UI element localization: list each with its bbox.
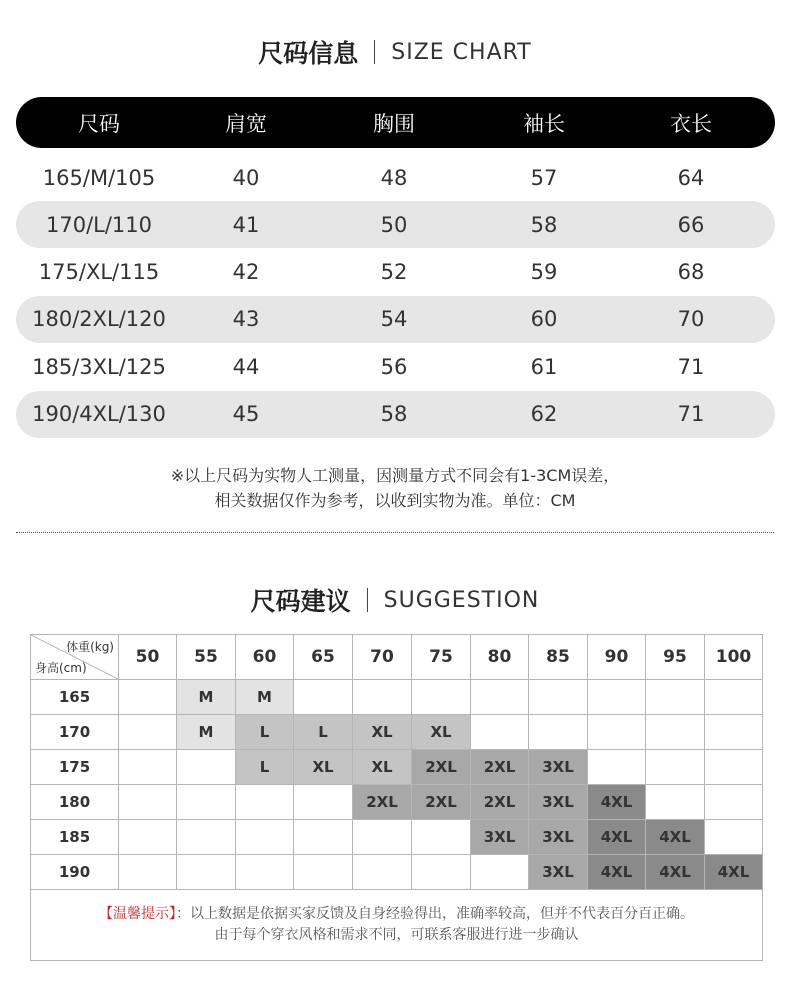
- size-cell-shoulder: 45: [232, 402, 260, 426]
- weight-header-cell: 80: [471, 635, 529, 680]
- suggested-size-cell: [177, 750, 236, 785]
- size-cell-shoulder: 44: [232, 354, 260, 379]
- height-row: [31, 785, 763, 820]
- header-size: 尺码: [78, 111, 120, 136]
- suggested-size-cell: L: [294, 715, 353, 750]
- size-cell-shoulder: 40: [232, 165, 260, 190]
- weight-header-cell: 85: [529, 635, 588, 680]
- suggested-size-cell: [294, 680, 353, 715]
- suggested-size-cell: [294, 855, 353, 890]
- suggested-size-cell: [529, 715, 588, 750]
- suggested-size-cell: [588, 680, 646, 715]
- suggested-size-cell: [705, 820, 763, 855]
- suggested-size-cell: [294, 820, 353, 855]
- weight-header-cell: 55: [177, 635, 236, 680]
- suggested-size-cell: 4XL: [588, 855, 646, 890]
- size-chart-title-cn: 尺码信息: [258, 39, 359, 68]
- weight-header-cell: 60: [236, 635, 294, 680]
- size-cell-sleeve: 57: [530, 165, 558, 190]
- height-row: [31, 680, 763, 715]
- suggested-size-cell: 4XL: [705, 855, 763, 890]
- size-row: [16, 296, 775, 343]
- height-row: [31, 855, 763, 890]
- size-suggestion-table: [30, 634, 763, 961]
- suggested-size-cell: [471, 715, 529, 750]
- suggested-size-cell: 3XL: [529, 750, 588, 785]
- size-row: [16, 249, 775, 296]
- suggested-size-cell: L: [236, 715, 294, 750]
- suggestion-title-cn: 尺码建议: [250, 587, 351, 616]
- height-cell: 185: [31, 820, 119, 855]
- suggested-size-cell: 3XL: [529, 855, 588, 890]
- suggested-size-cell: XL: [412, 715, 471, 750]
- suggested-size-cell: XL: [353, 715, 412, 750]
- suggested-size-cell: [353, 855, 412, 890]
- suggested-size-cell: [646, 785, 705, 820]
- corner-cell: [31, 635, 119, 680]
- suggested-size-cell: 3XL: [529, 785, 588, 820]
- size-cell-size: 185/3XL/125: [32, 354, 166, 379]
- size-cell-sleeve: 60: [530, 307, 558, 332]
- size-cell-length: 70: [677, 307, 705, 332]
- height-cell: 190: [31, 855, 119, 890]
- size-cell-sleeve: 59: [530, 260, 558, 285]
- suggested-size-cell: [588, 750, 646, 785]
- suggested-size-cell: [471, 680, 529, 715]
- suggested-size-cell: 4XL: [588, 820, 646, 855]
- suggested-size-cell: 2XL: [471, 785, 529, 820]
- suggested-size-cell: 3XL: [471, 820, 529, 855]
- size-cell-chest: 52: [380, 260, 408, 285]
- size-row: [16, 154, 775, 201]
- suggested-size-cell: M: [236, 680, 294, 715]
- height-label: 身高(cm): [35, 661, 87, 675]
- suggested-size-cell: [646, 750, 705, 785]
- weight-label: 体重(kg): [66, 640, 114, 654]
- tip-label: 【温馨提示】: [99, 906, 176, 922]
- tip-line2: 由于每个穿衣风格和需求不同，可联系客服进行进一步确认: [214, 927, 579, 943]
- weight-header-row: [31, 635, 763, 680]
- tip-cell: [31, 890, 763, 961]
- weight-header-cell: 50: [119, 635, 177, 680]
- size-cell-shoulder: 43: [232, 307, 260, 332]
- size-chart-title: [0, 32, 790, 72]
- size-cell-sleeve: 62: [530, 402, 558, 426]
- suggested-size-cell: 2XL: [353, 785, 412, 820]
- size-cell-chest: 58: [380, 402, 408, 426]
- suggestion-title-en: SUGGESTION: [383, 587, 540, 613]
- suggested-size-cell: [177, 785, 236, 820]
- suggested-size-cell: [294, 785, 353, 820]
- suggested-size-cell: [412, 680, 471, 715]
- suggested-size-cell: [119, 680, 177, 715]
- suggested-size-cell: [705, 680, 763, 715]
- size-cell-chest: 50: [380, 212, 408, 237]
- size-cell-size: 180/2XL/120: [32, 307, 166, 332]
- suggested-size-cell: [119, 715, 177, 750]
- weight-header-cell: 100: [705, 635, 763, 680]
- weight-header-cell: 95: [646, 635, 705, 680]
- suggested-size-cell: [177, 820, 236, 855]
- tip-row: [31, 890, 763, 961]
- size-cell-size: 190/4XL/130: [32, 402, 166, 426]
- suggested-size-cell: 4XL: [646, 820, 705, 855]
- height-cell: 180: [31, 785, 119, 820]
- size-cell-shoulder: 42: [232, 260, 260, 285]
- size-cell-chest: 56: [380, 354, 408, 379]
- size-row: [16, 343, 775, 390]
- header-sleeve: 袖长: [523, 111, 565, 136]
- size-row: [16, 201, 775, 248]
- suggested-size-cell: 4XL: [646, 855, 705, 890]
- suggested-size-cell: 2XL: [471, 750, 529, 785]
- size-cell-length: 71: [677, 402, 705, 426]
- height-row: [31, 715, 763, 750]
- size-cell-chest: 48: [380, 165, 408, 190]
- header-length: 衣长: [670, 111, 712, 136]
- suggested-size-cell: [705, 785, 763, 820]
- weight-header-cell: 70: [353, 635, 412, 680]
- suggested-size-cell: [236, 855, 294, 890]
- suggestion-title: [0, 580, 790, 620]
- height-cell: 175: [31, 750, 119, 785]
- suggested-size-cell: 4XL: [588, 785, 646, 820]
- suggested-size-cell: XL: [353, 750, 412, 785]
- header-shoulder: 肩宽: [225, 111, 267, 136]
- suggested-size-cell: 2XL: [412, 750, 471, 785]
- size-cell-chest: 54: [380, 307, 408, 332]
- suggested-size-cell: L: [236, 750, 294, 785]
- suggested-size-cell: M: [177, 680, 236, 715]
- size-cell-shoulder: 41: [232, 212, 260, 237]
- size-cell-sleeve: 61: [530, 354, 558, 379]
- tip-line1: [31, 904, 762, 925]
- size-cell-length: 64: [677, 165, 705, 190]
- size-note-line1: ※以上尺码为实物人工测量，因测量方式不同会有1-3CM误差，: [170, 466, 620, 485]
- height-cell: 170: [31, 715, 119, 750]
- size-cell-length: 66: [677, 212, 705, 237]
- title-divider: [367, 588, 368, 612]
- title-divider: [374, 40, 375, 64]
- suggested-size-cell: XL: [294, 750, 353, 785]
- suggested-size-cell: [412, 820, 471, 855]
- suggested-size-cell: [353, 680, 412, 715]
- weight-header-cell: 65: [294, 635, 353, 680]
- header-chest: 胸围: [373, 111, 415, 136]
- suggested-size-cell: [588, 715, 646, 750]
- suggested-size-cell: 3XL: [529, 820, 588, 855]
- size-chart-header: [16, 97, 775, 148]
- size-cell-length: 71: [677, 354, 705, 379]
- size-chart-title-en: SIZE CHART: [391, 39, 532, 65]
- tip-text1: ：以上数据是依据买家反馈及自身经验得出，准确率较高，但并不代表百分百正确。: [176, 906, 694, 922]
- height-cell: 165: [31, 680, 119, 715]
- section-divider: [16, 532, 774, 533]
- suggested-size-cell: [119, 855, 177, 890]
- suggested-size-cell: [236, 820, 294, 855]
- height-row: [31, 750, 763, 785]
- suggested-size-cell: [646, 715, 705, 750]
- size-cell-size: 175/XL/115: [38, 260, 160, 285]
- size-note: [0, 463, 790, 513]
- suggested-size-cell: [353, 820, 412, 855]
- suggested-size-cell: [705, 750, 763, 785]
- weight-header-cell: 75: [412, 635, 471, 680]
- weight-header-cell: 90: [588, 635, 646, 680]
- suggested-size-cell: 2XL: [412, 785, 471, 820]
- size-cell-sleeve: 58: [530, 212, 558, 237]
- size-cell-size: 165/M/105: [42, 165, 156, 190]
- size-cell-size: 170/L/110: [45, 212, 153, 237]
- size-note-line2: 相关数据仅作为参考，以收到实物为准。单位：CM: [214, 491, 576, 510]
- suggested-size-cell: [529, 680, 588, 715]
- suggested-size-cell: [177, 855, 236, 890]
- suggested-size-cell: [646, 680, 705, 715]
- suggested-size-cell: [412, 855, 471, 890]
- suggested-size-cell: [705, 715, 763, 750]
- size-row: [16, 391, 775, 438]
- suggested-size-cell: [119, 750, 177, 785]
- suggested-size-cell: [471, 855, 529, 890]
- suggested-size-cell: M: [177, 715, 236, 750]
- size-cell-length: 68: [677, 260, 705, 285]
- suggested-size-cell: [119, 785, 177, 820]
- suggested-size-cell: [119, 820, 177, 855]
- height-row: [31, 820, 763, 855]
- suggested-size-cell: [236, 785, 294, 820]
